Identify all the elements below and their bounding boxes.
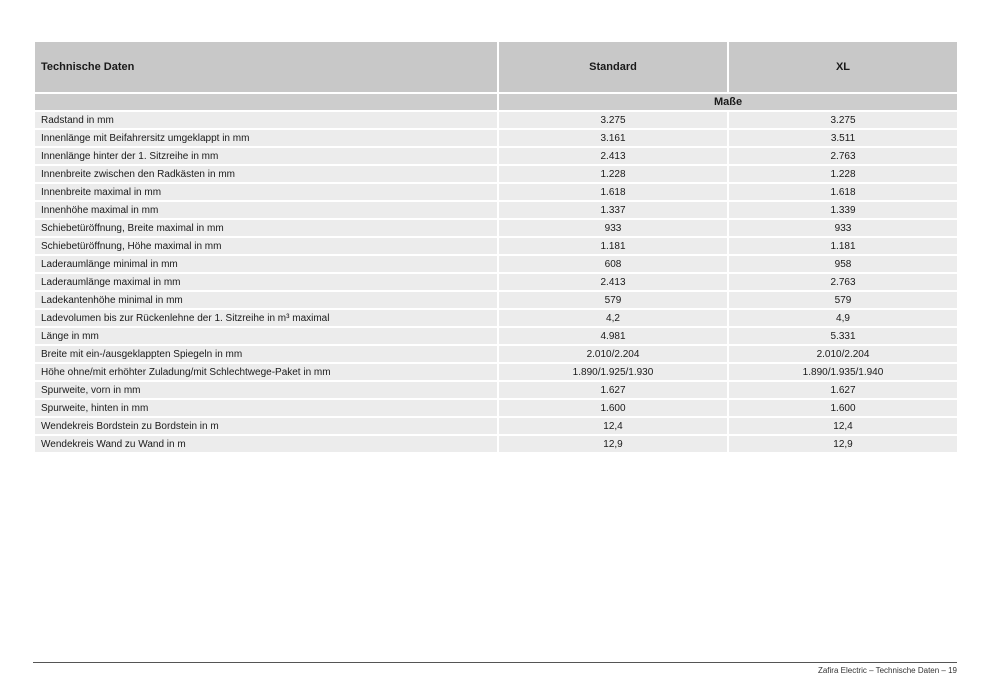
value-xl: 1.890/1.935/1.940 [728, 363, 958, 381]
section-title: Maße [498, 93, 958, 111]
header-xl: XL [728, 41, 958, 93]
value-xl: 2.010/2.204 [728, 345, 958, 363]
value-standard: 1.618 [498, 183, 728, 201]
table-row [34, 237, 958, 255]
row-label: Laderaumlänge minimal in mm [34, 255, 498, 273]
value-xl: 579 [728, 291, 958, 309]
row-label: Wendekreis Bordstein zu Bordstein in m [34, 417, 498, 435]
table-row [34, 219, 958, 237]
value-standard: 4.981 [498, 327, 728, 345]
table-row [34, 129, 958, 147]
footer-divider [33, 662, 957, 663]
value-xl: 1.228 [728, 165, 958, 183]
table-header-row [34, 41, 958, 93]
row-label: Ladekantenhöhe minimal in mm [34, 291, 498, 309]
value-standard: 608 [498, 255, 728, 273]
value-standard: 2.413 [498, 273, 728, 291]
table-row [34, 417, 958, 435]
value-standard: 933 [498, 219, 728, 237]
header-technische-daten: Technische Daten [34, 41, 498, 93]
value-xl: 4,9 [728, 309, 958, 327]
table-row [34, 255, 958, 273]
table-row [34, 165, 958, 183]
value-xl: 1.627 [728, 381, 958, 399]
value-xl: 12,9 [728, 435, 958, 453]
value-standard: 1.627 [498, 381, 728, 399]
value-xl: 1.339 [728, 201, 958, 219]
section-row [34, 93, 958, 111]
value-standard: 579 [498, 291, 728, 309]
table-row [34, 399, 958, 417]
header-standard: Standard [498, 41, 728, 93]
table-row [34, 363, 958, 381]
value-standard: 1.890/1.925/1.930 [498, 363, 728, 381]
row-label: Spurweite, hinten in mm [34, 399, 498, 417]
row-label: Spurweite, vorn in mm [34, 381, 498, 399]
value-xl: 1.181 [728, 237, 958, 255]
value-xl: 3.275 [728, 111, 958, 129]
value-xl: 2.763 [728, 147, 958, 165]
value-standard: 4,2 [498, 309, 728, 327]
value-standard: 3.161 [498, 129, 728, 147]
row-label: Ladevolumen bis zur Rückenlehne der 1. Sitzreihe in m³ maximal [34, 309, 498, 327]
table-row [34, 147, 958, 165]
value-standard: 12,4 [498, 417, 728, 435]
row-label: Schiebetüröffnung, Höhe maximal in mm [34, 237, 498, 255]
table-row [34, 183, 958, 201]
table-row [34, 111, 958, 129]
row-label: Innenlänge mit Beifahrersitz umgeklappt in mm [34, 129, 498, 147]
row-label: Länge in mm [34, 327, 498, 345]
value-xl: 2.763 [728, 273, 958, 291]
row-label: Innenlänge hinter der 1. Sitzreihe in mm [34, 147, 498, 165]
row-label: Innenbreite maximal in mm [34, 183, 498, 201]
table-row [34, 291, 958, 309]
value-xl: 3.511 [728, 129, 958, 147]
row-label: Schiebetüröffnung, Breite maximal in mm [34, 219, 498, 237]
table-row [34, 273, 958, 291]
table-row [34, 435, 958, 453]
spec-table [33, 40, 959, 454]
row-label: Wendekreis Wand zu Wand in m [34, 435, 498, 453]
row-label: Innenhöhe maximal in mm [34, 201, 498, 219]
table-row [34, 327, 958, 345]
value-standard: 3.275 [498, 111, 728, 129]
page-footer: Zafira Electric – Technische Daten – 19 [817, 666, 957, 675]
value-xl: 5.331 [728, 327, 958, 345]
table-row [34, 345, 958, 363]
value-xl: 1.618 [728, 183, 958, 201]
value-standard: 2.413 [498, 147, 728, 165]
table-row [34, 381, 958, 399]
value-xl: 12,4 [728, 417, 958, 435]
value-xl: 1.600 [728, 399, 958, 417]
value-standard: 1.181 [498, 237, 728, 255]
value-standard: 1.337 [498, 201, 728, 219]
value-standard: 1.600 [498, 399, 728, 417]
row-label: Höhe ohne/mit erhöhter Zuladung/mit Schlechtwege-Paket in mm [34, 363, 498, 381]
row-label: Radstand in mm [34, 111, 498, 129]
value-xl: 933 [728, 219, 958, 237]
value-standard: 2.010/2.204 [498, 345, 728, 363]
table-row [34, 201, 958, 219]
row-label: Laderaumlänge maximal in mm [34, 273, 498, 291]
value-standard: 12,9 [498, 435, 728, 453]
row-label: Innenbreite zwischen den Radkästen in mm [34, 165, 498, 183]
table-row [34, 309, 958, 327]
value-xl: 958 [728, 255, 958, 273]
row-label: Breite mit ein-/ausgeklappten Spiegeln in mm [34, 345, 498, 363]
section-spacer [34, 93, 498, 111]
value-standard: 1.228 [498, 165, 728, 183]
